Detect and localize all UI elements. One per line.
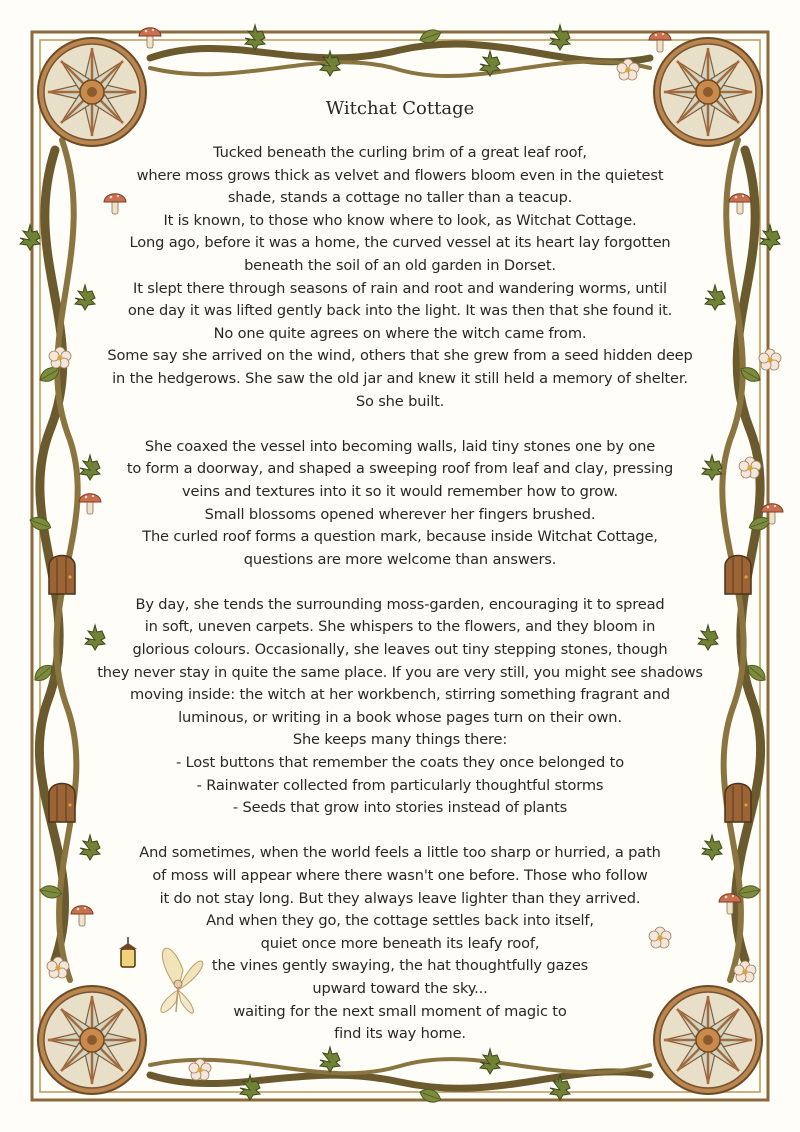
paragraph-4 xyxy=(78,842,722,1045)
text-line: She keeps many things there: xyxy=(292,731,508,749)
text-line: it do not stay long. But they always leave lighter than they arrived. xyxy=(159,889,641,907)
story-text xyxy=(78,96,722,1046)
list-item: - Lost buttons that remember the coats they once belonged to xyxy=(175,754,625,772)
text-line: glorious colours. Occasionally, she leaves out tiny stepping stones, though xyxy=(132,641,668,659)
text-line: And sometimes, when the world feels a little too sharp or hurried, a path xyxy=(139,844,661,862)
paragraph-1 xyxy=(78,142,722,413)
text-line: It slept there through seasons of rain and root and wandering worms, until xyxy=(133,279,667,297)
paragraph-3 xyxy=(78,594,722,820)
text-line: veins and textures into it so it would remember how to grow. xyxy=(182,482,618,500)
text-line: the vines gently swaying, the hat thoughtfully gazes xyxy=(211,957,589,975)
text-line: shade, stands a cottage no taller than a teacup. xyxy=(227,189,573,207)
text-line: to form a doorway, and shaped a sweeping roof from leaf and clay, pressing xyxy=(126,460,674,478)
document-title: Witchat Cottage xyxy=(325,98,475,119)
text-line: find its way home. xyxy=(334,1025,466,1043)
paragraph-gap xyxy=(78,820,722,843)
paragraph-gap xyxy=(78,571,722,594)
text-line: No one quite agrees on where the witch came from. xyxy=(213,324,587,342)
text-line: beneath the soil of an old garden in Dorset. xyxy=(244,256,556,274)
text-line: in soft, uneven carpets. She whispers to the flowers, and they bloom in xyxy=(144,618,656,636)
text-line: The curled roof forms a question mark, because inside Witchat Cottage, xyxy=(142,528,658,546)
text-line: one day it was lifted gently back into the light. It was then that she found it. xyxy=(127,302,673,320)
text-line: they never stay in quite the same place. If you are very still, you might see shadows xyxy=(97,663,703,681)
list-item: - Rainwater collected from particularly thoughtful storms xyxy=(196,776,604,794)
list-item: - Seeds that grow into stories instead of plants xyxy=(232,799,568,817)
text-line: So she built. xyxy=(355,392,445,410)
text-line: Long ago, before it was a home, the curved vessel at its heart lay forgotten xyxy=(129,234,671,252)
text-line: luminous, or writing in a book whose pages turn on their own. xyxy=(178,708,622,726)
text-line: She coaxed the vessel into becoming walls, laid tiny stones one by one xyxy=(144,437,656,455)
text-line: questions are more welcome than answers. xyxy=(243,550,557,568)
text-line: upward toward the sky... xyxy=(312,979,488,997)
text-line: quiet once more beneath its leafy roof, xyxy=(260,934,540,952)
text-line: waiting for the next small moment of magic to xyxy=(233,1002,567,1020)
paragraph-gap xyxy=(78,413,722,436)
text-line: And when they go, the cottage settles back into itself, xyxy=(206,912,594,930)
text-line: in the hedgerows. She saw the old jar and knew it still held a memory of shelter. xyxy=(112,369,688,387)
text-line: Tucked beneath the curling brim of a great leaf roof, xyxy=(213,144,587,161)
text-line: of moss will appear where there wasn't one before. Those who follow xyxy=(152,867,648,884)
text-line: moving inside: the witch at her workbench, stirring something fragrant and xyxy=(130,686,670,704)
paragraph-2 xyxy=(78,436,722,572)
text-line: Small blossoms opened wherever her fingers brushed. xyxy=(204,505,596,523)
text-line: By day, she tends the surrounding moss-garden, encouraging it to spread xyxy=(135,595,665,613)
text-line: Some say she arrived on the wind, others that she grew from a seed hidden deep xyxy=(107,347,693,365)
text-line: where moss grows thick as velvet and flowers bloom even in the quietest xyxy=(136,166,664,184)
text-line: It is known, to those who know where to look, as Witchat Cottage. xyxy=(163,211,637,229)
